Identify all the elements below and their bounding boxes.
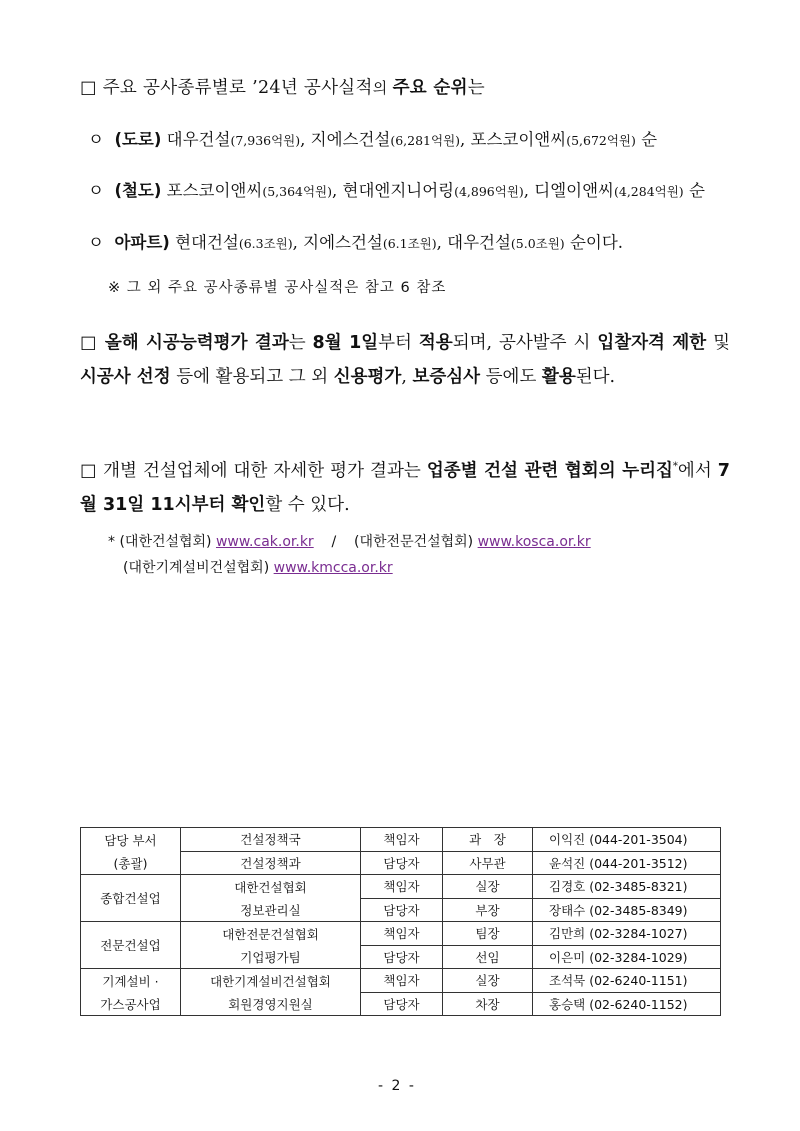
dept-org: 기업평가팀 [181, 945, 361, 969]
table-row [81, 828, 721, 852]
kmcca-link[interactable]: www.kmcca.or.kr [273, 560, 393, 576]
entry-amount: (5.0조원) [510, 236, 565, 251]
entry-amount: (5,672억원) [566, 133, 636, 148]
checkbox-square-icon: □ [80, 333, 98, 353]
para-text: 등에도 [480, 367, 542, 387]
dept-group: 가스공사업 [81, 992, 181, 1016]
bullet-suffix: 순이다. [569, 233, 623, 252]
dept-group: 담당 부서 [81, 828, 181, 852]
para-text: 및 [706, 333, 730, 353]
bullet-rail: ㅇ (철도) 포스코이앤씨(5,364억원), 현대엔지니어링(4,896억원), 디엘이앤씨(4,284억원) 순 [88, 181, 705, 200]
bullet-mark: ㅇ [88, 130, 104, 149]
contact-role: 책임자 [361, 922, 443, 946]
entry-amount: (6.1조원) [382, 236, 437, 251]
paragraph-results-website [80, 450, 730, 522]
para-text: 개별 건설업체에 대한 자세한 평가 결과는 [103, 460, 427, 481]
cak-link[interactable]: www.cak.or.kr [215, 534, 314, 550]
heading-text-2: 의 [372, 79, 393, 97]
dept-org: 건설정책국 [181, 828, 361, 852]
contact-role: 책임자 [361, 969, 443, 993]
contact-title: 실장 [443, 969, 533, 993]
para-text: 등에 활용되고 그 외 [170, 367, 334, 387]
dept-org: 대한건설협회 [181, 875, 361, 899]
dept-org: 정보관리실 [181, 898, 361, 922]
para-text: 는 [288, 333, 313, 353]
entry-name: 대우건설 [166, 130, 231, 149]
heading-text-3: 주요 순위 [392, 78, 468, 98]
contact-role: 책임자 [361, 828, 443, 852]
contact-role: 담당자 [361, 945, 443, 969]
contact-role: 책임자 [361, 875, 443, 899]
contact-role: 담당자 [361, 851, 443, 875]
dept-group: (총괄) [81, 851, 181, 875]
bullet-road: ㅇ (도로) 대우건설(7,936억원), 지에스건설(6,281억원), 포스코이앤씨(5,672억원) 순 [88, 130, 658, 149]
contacts-table [80, 827, 721, 1016]
entry-name: 포스코이앤씨 [470, 130, 567, 149]
contact-person: 장태수 (02-3485-8349) [533, 898, 721, 922]
para-text: 할 수 있다. [265, 494, 350, 515]
bullet-suffix: 순 [641, 130, 658, 149]
entry-amount: (5,364억원) [262, 184, 333, 199]
bullet-mark: ㅇ [88, 181, 104, 200]
para-text: , [401, 367, 413, 387]
bullet-apartment: ㅇ 아파트) 현대건설(6.3조원), 지에스건설(6.1조원), 대우건설(5.0조원) 순이다. [88, 233, 623, 252]
entry-name: 지에스건설 [303, 233, 383, 252]
contact-title: 사무관 [443, 851, 533, 875]
entry-name: 대우건설 [447, 233, 511, 252]
dept-org: 대한기계설비건설협회 [181, 969, 361, 993]
entry-name: 현대건설 [175, 233, 239, 252]
contact-role: 담당자 [361, 992, 443, 1016]
contact-title: 부장 [443, 898, 533, 922]
association-name: (대한전문건설협회) [354, 534, 474, 550]
table-row [81, 992, 721, 1016]
contact-title: 실장 [443, 875, 533, 899]
para-bold: 신용평가 [333, 367, 402, 387]
contact-person: 김경호 (02-3485-8321) [533, 875, 721, 899]
table-row [81, 875, 721, 899]
heading-text-1: 주요 공사종류별로 ’24년 공사실적 [102, 78, 373, 98]
page-number: - 2 - [378, 1078, 416, 1094]
table-row [81, 969, 721, 993]
dept-group: 전문건설업 [81, 922, 181, 969]
para-bold: 업종별 건설 관련 협회의 누리집 [426, 460, 673, 481]
para-bold: 7월 31일 11시부터 확인 [80, 460, 730, 515]
para-bold: 보증심사 [412, 367, 481, 387]
bullet-mark: ㅇ [88, 233, 104, 252]
paragraph-evaluation-use [80, 326, 730, 394]
separator: / [331, 534, 337, 550]
para-text: 되며, 공사발주 시 [452, 333, 598, 353]
para-bold: 입찰자격 제한 [597, 333, 707, 353]
reference-note: ※ 그 외 주요 공사종류별 공사실적은 참고 6 참조 [108, 280, 447, 296]
entry-name: 지에스건설 [310, 130, 391, 149]
contact-title: 차장 [443, 992, 533, 1016]
checkbox-square-icon: □ [80, 78, 97, 98]
para-text: 에서 [677, 460, 718, 481]
footnote-star: * [108, 534, 115, 550]
para-bold: 시공사 선정 [80, 367, 171, 387]
contact-person: 윤석진 (044-201-3512) [533, 851, 721, 875]
bullet-label: (도로) [114, 130, 162, 149]
entry-amount: (4,896억원) [454, 184, 524, 199]
contact-person: 조석묵 (02-6240-1151) [533, 969, 721, 993]
contact-title: 팀장 [443, 922, 533, 946]
entry-amount: (6,281억원) [390, 133, 461, 148]
table-row [81, 851, 721, 875]
para-text: 부터 [378, 333, 419, 353]
entry-amount: (6.3조원) [238, 236, 293, 251]
contact-person: 이익진 (044-201-3504) [533, 828, 721, 852]
contact-person: 홍승택 (02-6240-1152) [533, 992, 721, 1016]
dept-org: 건설정책과 [181, 851, 361, 875]
heading-text-4: 는 [467, 78, 485, 98]
bullet-label: (철도) [114, 181, 162, 200]
dept-org: 대한전문건설협회 [181, 922, 361, 946]
para-bold: 8월 1일 [312, 333, 379, 353]
association-sites-line-2 [123, 557, 393, 577]
association-sites-line-1 [108, 531, 591, 551]
para-bold: 적용 [418, 333, 453, 353]
entry-name: 포스코이앤씨 [166, 181, 263, 200]
dept-org: 회원경영지원실 [181, 992, 361, 1016]
contact-title: 선임 [443, 945, 533, 969]
dept-group: 기계설비 · [81, 969, 181, 993]
contact-person: 김만희 (02-3284-1027) [533, 922, 721, 946]
contact-role: 담당자 [361, 898, 443, 922]
table-row [81, 922, 721, 946]
contact-title: 과 장 [443, 828, 533, 852]
contact-person: 이은미 (02-3284-1029) [533, 945, 721, 969]
association-name: (대한건설협회) [119, 534, 212, 550]
para-text: 된다. [575, 367, 616, 387]
entry-amount: (4,284억원) [614, 184, 684, 199]
para-bold: 활용 [541, 367, 576, 387]
entry-name: 디엘이앤씨 [534, 181, 614, 200]
bullet-label: 아파트) [114, 233, 170, 252]
association-name: (대한기계설비건설협회) [123, 560, 270, 576]
para-bold: 올해 시공능력평가 결과 [104, 333, 289, 353]
section-heading [80, 74, 485, 99]
footnote-mark: * [672, 461, 678, 472]
entry-amount: (7,936억원) [230, 133, 301, 148]
kosca-link[interactable]: www.kosca.or.kr [477, 534, 591, 550]
checkbox-square-icon: □ [80, 460, 98, 481]
dept-group: 종합건설업 [81, 875, 181, 922]
bullet-suffix: 순 [688, 181, 705, 200]
entry-name: 현대엔지니어링 [342, 181, 455, 200]
